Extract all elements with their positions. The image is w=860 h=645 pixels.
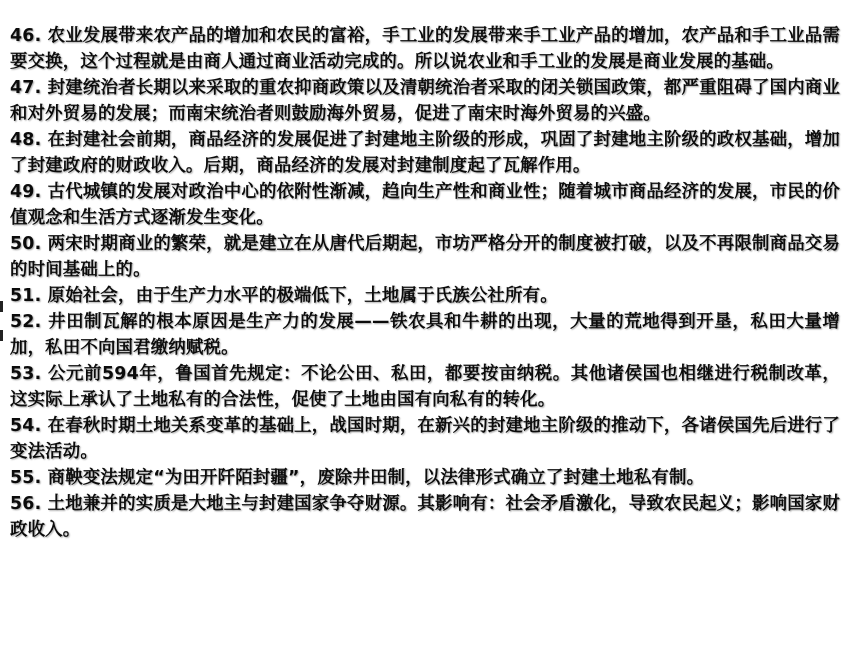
paragraph-52: 52. 井田制瓦解的根本原因是生产力的发展——铁农具和牛耕的出现，大量的荒地得到开垦，私田大量增加，私田不向国君缴纳赋税。 [10,312,840,358]
paragraph-54: 54. 在春秋时期土地关系变革的基础上，战国时期，在新兴的封建地主阶级的推动下，各诸侯国先后进行了变法活动。 [10,416,840,462]
paragraph-53: 53. 公元前594年，鲁国首先规定：不论公田、私田，都要按亩纳税。其他诸侯国也相继进行税制改革，这实际上承认了土地私有的合法性，促使了土地由国有向私有的转化。 [10,364,840,410]
document-body [10,23,840,543]
paragraph-47: 47. 封建统治者长期以来采取的重农抑商政策以及清朝统治者采取的闭关锁国政策，都严重阻碍了国内商业和对外贸易的发展；而南宋统治者则鼓励海外贸易，促进了南宋时海外贸易的兴盛。 [10,78,840,124]
paragraph-55: 55. 商鞅变法规定“为田开阡陌封疆”，废除井田制，以法律形式确立了封建土地私有制。 [10,468,705,488]
paragraph-51: 51. 原始社会，由于生产力水平的极端低下，土地属于氏族公社所有。 [10,286,558,306]
left-edge-mark [0,301,3,312]
paragraph-49: 49. 古代城镇的发展对政治中心的依附性渐减，趋向生产性和商业性；随着城市商品经济的发展，市民的价值观念和生活方式逐渐发生变化。 [10,182,840,228]
paragraph-46: 46. 农业发展带来农产品的增加和农民的富裕，手工业的发展带来手工业产品的增加，农产品和手工业品需要交换，这个过程就是由商人通过商业活动完成的。所以说农业和手工业的发展是商业发展的基础。 [10,26,840,72]
paragraph-56: 56. 土地兼并的实质是大地主与封建国家争夺财源。其影响有：社会矛盾激化，导致农民起义；影响国家财政收入。 [10,494,840,540]
paragraph-48: 48. 在封建社会前期，商品经济的发展促进了封建地主阶级的形成，巩固了封建地主阶级的政权基础，增加了封建政府的财政收入。后期，商品经济的发展对封建制度起了瓦解作用。 [10,130,840,176]
paragraph-50: 50. 两宋时期商业的繁荣，就是建立在从唐代后期起，市坊严格分开的制度被打破，以及不再限制商品交易的时间基础上的。 [10,234,840,280]
left-edge-mark [0,330,3,341]
